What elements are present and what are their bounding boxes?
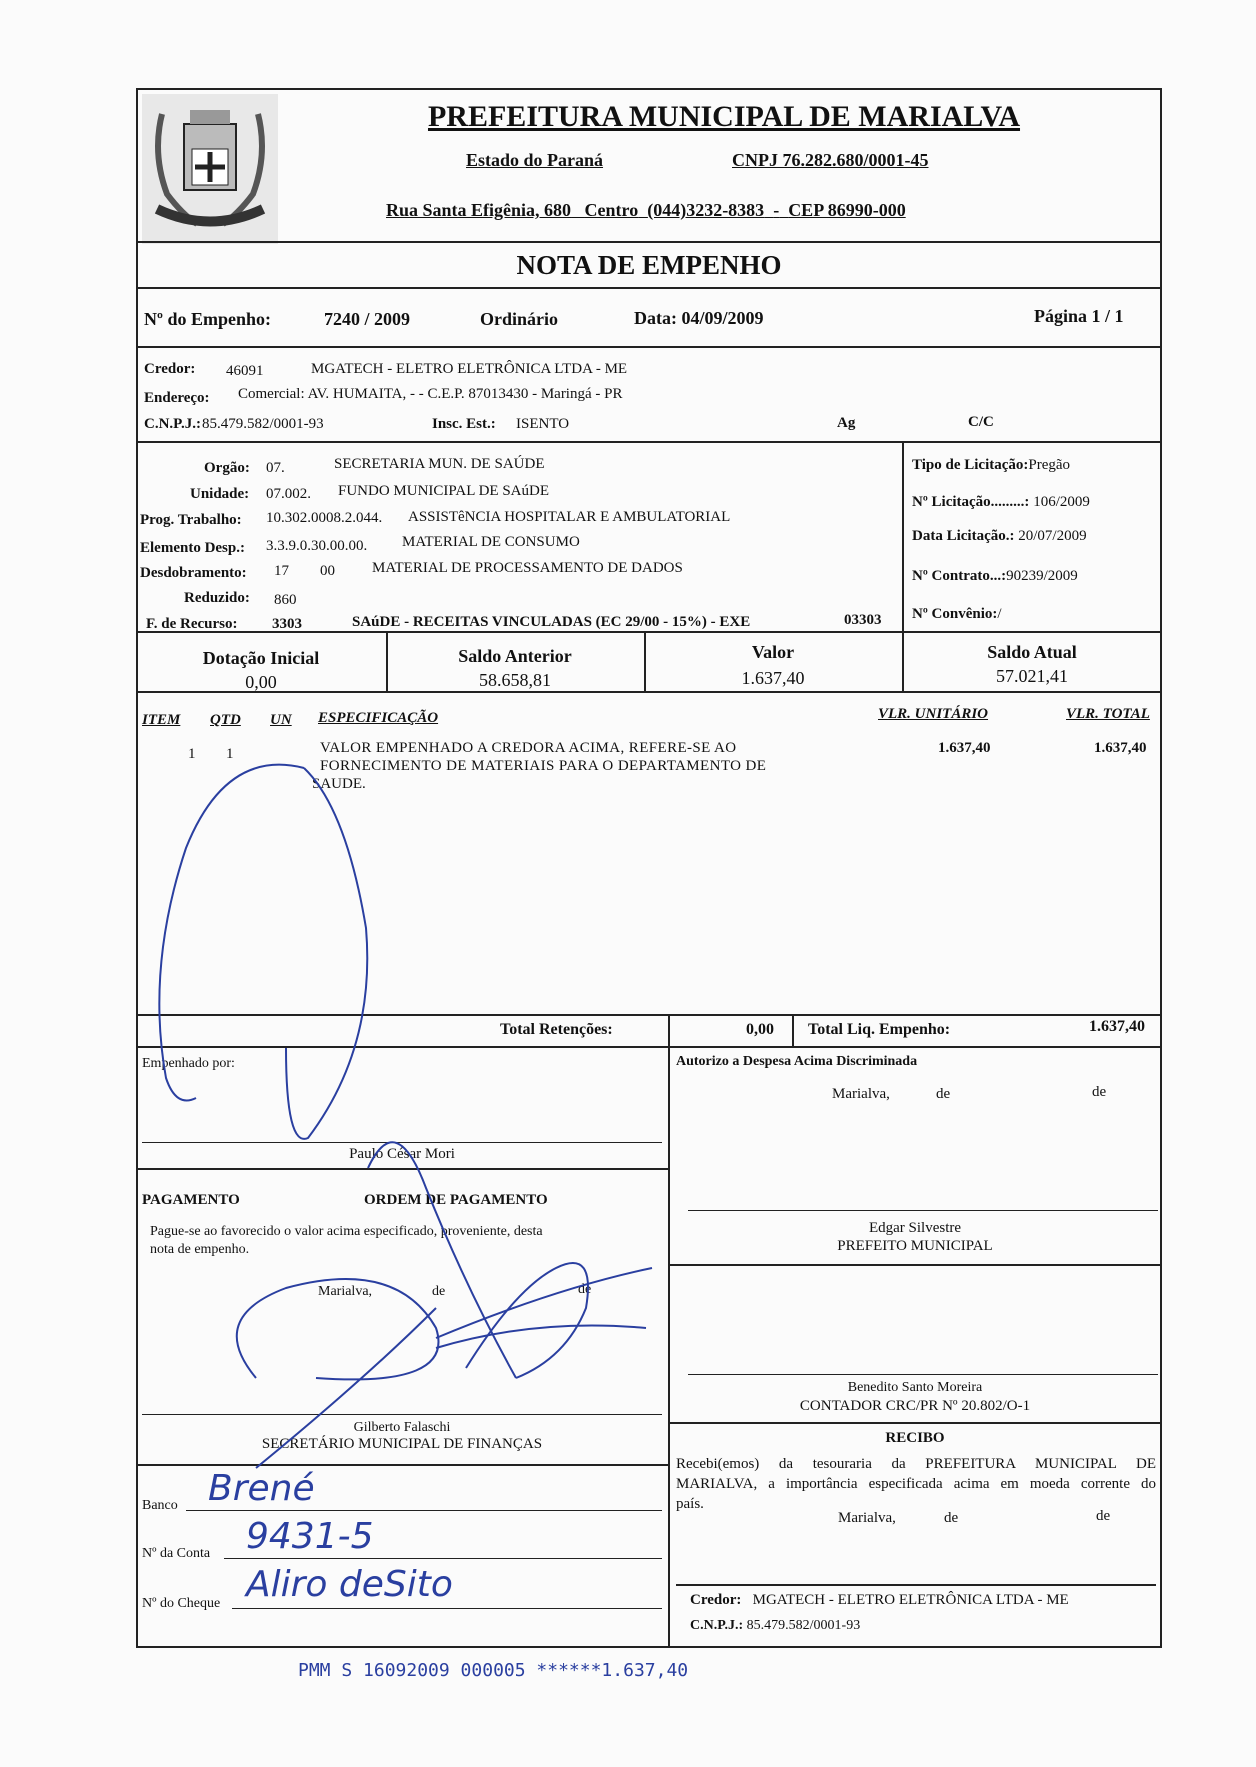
licitacao-number-value: 106/2009 xyxy=(1033,494,1090,510)
cheque-label: Nº do Cheque xyxy=(142,1596,221,1611)
autorizo-label: Autorizo a Despesa Acima Discriminada xyxy=(676,1054,918,1069)
banco-label: Banco xyxy=(142,1498,178,1513)
recibo-credor-name: MGATECH - ELETRO ELETRÔNICA LTDA - ME xyxy=(752,1592,1069,1608)
banco-handwritten: Brené xyxy=(208,1468,315,1509)
licitacao-type-value: Pregão xyxy=(1028,457,1071,473)
cheque-handwritten: Aliro deSito xyxy=(246,1564,453,1605)
item-total: 1.637,40 xyxy=(1094,740,1147,756)
ordem-de-1: de xyxy=(432,1284,446,1299)
conta-handwritten: 9431-5 xyxy=(246,1516,374,1557)
saldo-atual-value: 57.021,41 xyxy=(996,666,1068,686)
unidade-label: Unidade: xyxy=(190,486,250,502)
credor-code: 46091 xyxy=(226,363,264,379)
unidade-name: FUNDO MUNICIPAL DE SAúDE xyxy=(338,483,549,499)
licitacao-number-label: Nº Licitação.........: xyxy=(912,494,1030,510)
contrato-value: 90239/2009 xyxy=(1006,568,1078,584)
licitacao-date-label: Data Licitação.: xyxy=(912,528,1015,544)
conta-label: Nº da Conta xyxy=(142,1546,211,1561)
total-retencoes-label: Total Retenções: xyxy=(500,1021,613,1038)
desdobramento-label: Desdobramento: xyxy=(140,565,247,581)
col-unit-price: VLR. UNITÁRIO xyxy=(878,706,989,722)
state-name: Estado do Paraná xyxy=(466,150,604,170)
municipality-title: PREFEITURA MUNICIPAL DE MARIALVA xyxy=(427,100,1021,133)
convenio-label: Nº Convênio: xyxy=(912,606,998,622)
item-number: 1 xyxy=(188,746,196,762)
ie-label: Insc. Est.: xyxy=(432,416,496,432)
document-title: NOTA DE EMPENHO xyxy=(516,250,782,280)
total-retencoes-value: 0,00 xyxy=(746,1021,774,1038)
col-spec: ESPECIFICAÇÃO xyxy=(318,710,439,726)
recibo-cnpj-label: C.N.P.J.: xyxy=(690,1618,744,1633)
saldo-anterior-label: Saldo Anterior xyxy=(458,646,572,666)
credor-cnpj-label: C.N.P.J.: xyxy=(144,416,201,432)
licitacao-type-label: Tipo de Licitação: xyxy=(912,457,1029,473)
empenhado-name: Paulo César Mori xyxy=(349,1146,455,1162)
empenho-number: 7240 / 2009 xyxy=(324,309,411,329)
prog-name: ASSISTêNCIA HOSPITALAR E AMBULATORIAL xyxy=(408,509,731,525)
item-qty: 1 xyxy=(226,746,234,762)
saldo-anterior-value: 58.658,81 xyxy=(479,670,551,690)
ordem-pagamento-label: ORDEM DE PAGAMENTO xyxy=(364,1192,548,1208)
empenho-date: Data: 04/09/2009 xyxy=(634,308,764,328)
recibo-text-1: Recebi(emos) da tesouraria da PREFEITURA MUNICIPAL DE xyxy=(676,1456,1156,1472)
desdobramento-code2: 00 xyxy=(320,563,335,579)
total-liquido-value: 1.637,40 xyxy=(1089,1018,1145,1035)
signature-strokes xyxy=(136,88,1162,1648)
item-spec-line2: FORNECIMENTO DE MATERIAIS PARA O DEPARTAMENTO DE xyxy=(320,758,767,774)
address-separator: - xyxy=(773,200,780,220)
credor-cnpj: 85.479.582/0001-93 xyxy=(202,416,324,432)
prog-label: Prog. Trabalho: xyxy=(140,512,242,528)
municipality-cnpj: CNPJ 76.282.680/0001-45 xyxy=(732,150,929,170)
col-qtd: QTD xyxy=(210,712,241,728)
empenho-label: Nº do Empenho: xyxy=(144,309,271,329)
address-phone: (044)3232-8383 xyxy=(647,200,765,220)
pagamento-label: PAGAMENTO xyxy=(142,1192,240,1208)
elemento-name: MATERIAL DE CONSUMO xyxy=(402,534,580,550)
address-street: Rua Santa Efigênia, 680 xyxy=(386,200,572,220)
orgao-label: Orgão: xyxy=(204,460,250,476)
autorizo-de-1: de xyxy=(936,1086,951,1102)
prefeito-title: PREFEITO MUNICIPAL xyxy=(837,1238,993,1254)
total-liquido-label: Total Liq. Empenho: xyxy=(808,1021,951,1038)
licitacao-date-value: 20/07/2009 xyxy=(1018,528,1087,544)
nota-de-empenho-form xyxy=(136,88,1162,1648)
recibo-title: RECIBO xyxy=(885,1430,945,1446)
unidade-code: 07.002. xyxy=(266,486,311,502)
credor-name: MGATECH - ELETRO ELETRÔNICA LTDA - ME xyxy=(311,361,628,377)
recibo-city: Marialva, xyxy=(838,1510,896,1526)
valor-label: Valor xyxy=(751,642,795,662)
ordem-text-2: nota de empenho. xyxy=(150,1242,250,1257)
recibo-cnpj-value: 85.479.582/0001-93 xyxy=(746,1618,861,1633)
credor-address: Comercial: AV. HUMAITA, - - C.E.P. 87013430 - Maringá - PR xyxy=(238,386,623,402)
address-district: Centro xyxy=(584,200,639,220)
contador-name: Benedito Santo Moreira xyxy=(847,1380,983,1395)
credor-label: Credor: xyxy=(144,361,196,377)
dotacao-value: 0,00 xyxy=(245,672,277,692)
orgao-name: SECRETARIA MUN. DE SAÚDE xyxy=(334,456,545,472)
address-label: Endereço: xyxy=(144,390,210,406)
recibo-text-2: MARIALVA, a importância especificada acima em moeda corrente do xyxy=(676,1476,1156,1492)
item-spec-line1: VALOR EMPENHADO A CREDORA ACIMA, REFERE-SE AO xyxy=(320,740,737,756)
item-unit-price: 1.637,40 xyxy=(938,740,991,756)
account-label: C/C xyxy=(968,414,994,430)
prog-code: 10.302.0008.2.044. xyxy=(266,510,383,526)
autorizo-city: Marialva, xyxy=(832,1086,890,1102)
prefeito-name: Edgar Silvestre xyxy=(868,1220,962,1236)
address-cep: CEP 86990-000 xyxy=(788,200,906,220)
autorizo-de-2: de xyxy=(1092,1084,1107,1100)
ordem-de-2: de xyxy=(578,1282,592,1297)
secretario-title: SECRETÁRIO MUNICIPAL DE FINANÇAS xyxy=(261,1436,543,1452)
ordem-city: Marialva, xyxy=(318,1284,373,1299)
recibo-credor-label: Credor: xyxy=(690,1592,742,1608)
desdobramento-name: MATERIAL DE PROCESSAMENTO DE DADOS xyxy=(372,560,683,576)
recibo-de-1: de xyxy=(944,1510,959,1526)
col-un: UN xyxy=(270,712,292,728)
reduzido-label: Reduzido: xyxy=(184,590,250,606)
agency-label: Ag xyxy=(837,415,856,431)
reduzido-value: 860 xyxy=(274,592,297,608)
col-item: ITEM xyxy=(142,712,181,728)
fonte-code2: 03303 xyxy=(844,612,882,628)
secretario-name: Gilberto Falaschi xyxy=(353,1420,451,1435)
item-spec-line3: SAUDE. xyxy=(312,776,366,792)
recibo-de-2: de xyxy=(1096,1508,1111,1524)
fonte-name: SAúDE - RECEITAS VINCULADAS (EC 29/00 - 15%) - EXE xyxy=(352,614,751,630)
contador-title: CONTADOR CRC/PR Nº 20.802/O-1 xyxy=(799,1398,1031,1414)
col-total: VLR. TOTAL xyxy=(1066,706,1150,722)
empenhado-label: Empenhado por: xyxy=(142,1056,235,1071)
empenho-type: Ordinário xyxy=(480,309,559,329)
saldo-atual-label: Saldo Atual xyxy=(987,642,1077,662)
recibo-text-3: país. xyxy=(676,1496,704,1512)
payment-stamp: PMM S 16092009 000005 ******1.637,40 xyxy=(298,1660,689,1681)
convenio-value: / xyxy=(997,606,1002,622)
orgao-code: 07. xyxy=(266,460,285,476)
elemento-label: Elemento Desp.: xyxy=(140,540,245,556)
dotacao-label: Dotação Inicial xyxy=(202,648,320,668)
elemento-code: 3.3.9.0.30.00.00. xyxy=(266,538,368,554)
desdobramento-code1: 17 xyxy=(274,563,289,579)
contrato-label: Nº Contrato...: xyxy=(912,568,1007,584)
ie-value: ISENTO xyxy=(516,416,570,432)
fonte-code: 3303 xyxy=(272,616,302,632)
fonte-label: F. de Recurso: xyxy=(146,616,238,632)
valor-value: 1.637,40 xyxy=(741,668,805,688)
ordem-text-1: Pague-se ao favorecido o valor acima especificado, proveniente, desta xyxy=(150,1224,543,1239)
page-number: Página 1 / 1 xyxy=(1034,306,1124,326)
